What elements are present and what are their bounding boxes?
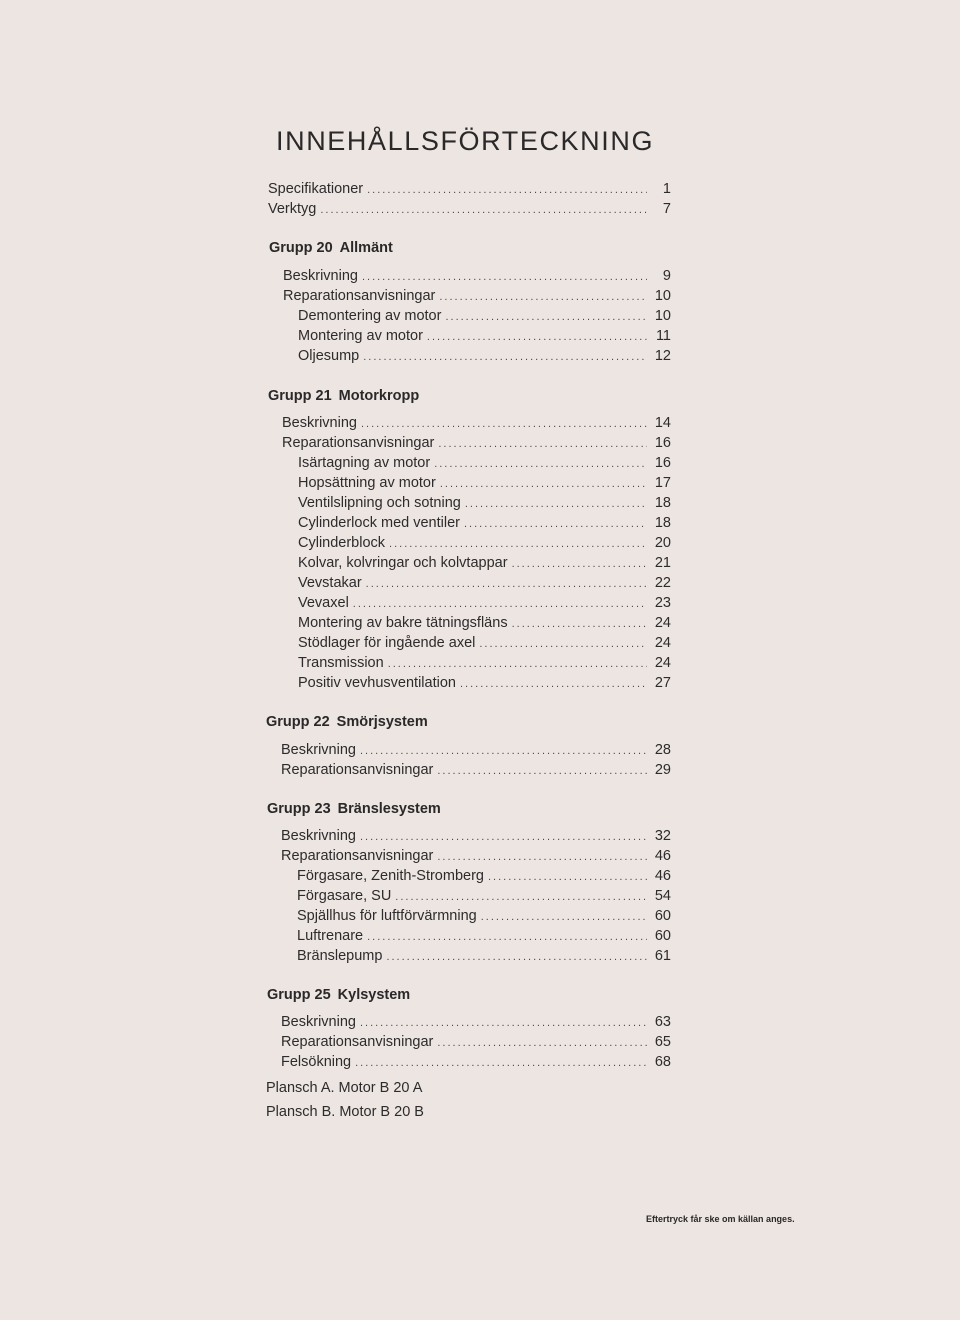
leader-dots bbox=[488, 867, 647, 887]
leader-dots bbox=[367, 180, 647, 200]
entry-page: 27 bbox=[654, 675, 671, 691]
entry-page: 61 bbox=[654, 948, 671, 964]
toc-entry bbox=[281, 846, 671, 866]
plate-entry-a: Plansch A. Motor B 20 A bbox=[266, 1080, 423, 1096]
toc-entry bbox=[298, 306, 671, 326]
entry-label: Reparationsanvisningar bbox=[281, 848, 434, 864]
entry-page: 23 bbox=[654, 595, 671, 611]
leader-dots bbox=[366, 574, 647, 594]
leader-dots bbox=[434, 454, 647, 474]
entry-label: Felsökning bbox=[281, 1054, 352, 1070]
leader-dots bbox=[355, 1053, 647, 1073]
leader-dots bbox=[361, 414, 647, 434]
group-name: Kylsystem bbox=[337, 987, 411, 1003]
entry-label: Cylinderlock med ventiler bbox=[298, 515, 460, 531]
toc-entry bbox=[298, 593, 671, 613]
leader-dots bbox=[460, 674, 647, 694]
entry-label: Hopsättning av motor bbox=[298, 475, 436, 491]
entry-page: 24 bbox=[654, 635, 671, 651]
entry-label: Vevaxel bbox=[298, 595, 349, 611]
entry-page: 21 bbox=[654, 555, 671, 571]
entry-page: 16 bbox=[654, 435, 671, 451]
toc-entry bbox=[281, 740, 671, 760]
toc-entry bbox=[281, 1012, 671, 1032]
toc-entry bbox=[298, 473, 671, 493]
leader-dots bbox=[464, 514, 647, 534]
toc-entry bbox=[298, 553, 671, 573]
entry-page: 9 bbox=[662, 268, 671, 284]
entry-page: 18 bbox=[654, 515, 671, 531]
group-name: Smörjsystem bbox=[336, 714, 428, 730]
toc-entry bbox=[281, 760, 671, 780]
entry-label: Bränslepump bbox=[297, 948, 383, 964]
entry-label: Luftrenare bbox=[297, 928, 364, 944]
toc-entry bbox=[283, 266, 671, 286]
group-number: Grupp 23 bbox=[267, 801, 331, 817]
entry-label: Beskrivning bbox=[281, 742, 356, 758]
group-heading-25 bbox=[267, 985, 410, 1005]
entry-label: Positiv vevhusventilation bbox=[298, 675, 456, 691]
group-name: Bränslesystem bbox=[337, 801, 441, 817]
toc-entry bbox=[298, 573, 671, 593]
leader-dots bbox=[445, 307, 647, 327]
group-heading-21 bbox=[268, 386, 419, 406]
toc-entry bbox=[297, 866, 671, 886]
toc-entry bbox=[281, 1032, 671, 1052]
entry-page: 11 bbox=[655, 328, 671, 344]
entry-page: 18 bbox=[654, 495, 671, 511]
group-number: Grupp 22 bbox=[266, 714, 330, 730]
entry-page: 46 bbox=[654, 848, 671, 864]
entry-page: 60 bbox=[654, 908, 671, 924]
toc-entry bbox=[298, 493, 671, 513]
leader-dots bbox=[481, 907, 647, 927]
entry-label: Förgasare, Zenith-Stromberg bbox=[297, 868, 484, 884]
group-heading-23 bbox=[267, 799, 441, 819]
leader-dots bbox=[437, 847, 647, 867]
toc-entry bbox=[298, 513, 671, 533]
entry-label: Spjällhus för luftförvärmning bbox=[297, 908, 477, 924]
group-number: Grupp 20 bbox=[269, 240, 333, 256]
group-heading-22 bbox=[266, 712, 428, 732]
leader-dots bbox=[439, 287, 647, 307]
entry-label: Montering av bakre tätningsfläns bbox=[298, 615, 508, 631]
group-name: Allmänt bbox=[339, 240, 393, 256]
toc-entry-verktyg bbox=[268, 199, 671, 219]
entry-page: 68 bbox=[654, 1054, 671, 1070]
plate-entry-b: Plansch B. Motor B 20 B bbox=[266, 1104, 424, 1120]
leader-dots bbox=[360, 827, 647, 847]
entry-label: Reparationsanvisningar bbox=[283, 288, 436, 304]
toc-entry bbox=[281, 1052, 671, 1072]
entry-page: 1 bbox=[662, 181, 671, 197]
toc-entry bbox=[297, 926, 671, 946]
entry-page: 24 bbox=[654, 655, 671, 671]
group-number: Grupp 25 bbox=[267, 987, 331, 1003]
entry-page: 29 bbox=[654, 762, 671, 778]
leader-dots bbox=[512, 614, 647, 634]
toc-entry bbox=[297, 886, 671, 906]
entry-label: Verktyg bbox=[268, 201, 317, 217]
reprint-footnote: Eftertryck får ske om källan anges. bbox=[646, 1214, 795, 1224]
group-name: Motorkropp bbox=[338, 388, 420, 404]
entry-label: Stödlager för ingående axel bbox=[298, 635, 476, 651]
toc-entry bbox=[298, 533, 671, 553]
entry-label: Kolvar, kolvringar och kolvtappar bbox=[298, 555, 508, 571]
entry-label: Beskrivning bbox=[281, 828, 356, 844]
entry-page: 7 bbox=[662, 201, 671, 217]
leader-dots bbox=[437, 1033, 647, 1053]
leader-dots bbox=[479, 634, 647, 654]
entry-label: Ventilslipning och sotning bbox=[298, 495, 461, 511]
toc-entry bbox=[298, 633, 671, 653]
group-number: Grupp 21 bbox=[268, 388, 332, 404]
entry-page: 63 bbox=[654, 1014, 671, 1030]
entry-page: 46 bbox=[654, 868, 671, 884]
entry-label: Beskrivning bbox=[281, 1014, 356, 1030]
entry-label: Montering av motor bbox=[298, 328, 423, 344]
entry-page: 12 bbox=[654, 348, 671, 364]
leader-dots bbox=[363, 347, 647, 367]
entry-page: 10 bbox=[654, 308, 671, 324]
leader-dots bbox=[353, 594, 647, 614]
toc-entry bbox=[282, 413, 671, 433]
leader-dots bbox=[440, 474, 647, 494]
entry-page: 24 bbox=[654, 615, 671, 631]
toc-entry bbox=[298, 326, 671, 346]
toc-entry bbox=[282, 433, 671, 453]
entry-page: 20 bbox=[654, 535, 671, 551]
entry-label: Reparationsanvisningar bbox=[282, 435, 435, 451]
entry-page: 14 bbox=[654, 415, 671, 431]
toc-entry bbox=[298, 613, 671, 633]
entry-page: 28 bbox=[654, 742, 671, 758]
entry-page: 16 bbox=[654, 455, 671, 471]
leader-dots bbox=[360, 1013, 647, 1033]
entry-label: Beskrivning bbox=[283, 268, 358, 284]
entry-page: 65 bbox=[654, 1034, 671, 1050]
toc-entry bbox=[298, 653, 671, 673]
leader-dots bbox=[465, 494, 647, 514]
leader-dots bbox=[512, 554, 647, 574]
leader-dots bbox=[427, 327, 647, 347]
group-heading-20 bbox=[269, 238, 393, 258]
page-title: INNEHÅLLSFÖRTECKNING bbox=[276, 126, 655, 156]
toc-entry bbox=[298, 453, 671, 473]
entry-page: 17 bbox=[654, 475, 671, 491]
toc-entry-specifikationer bbox=[268, 179, 671, 199]
entry-label: Reparationsanvisningar bbox=[281, 1034, 434, 1050]
leader-dots bbox=[360, 741, 647, 761]
leader-dots bbox=[389, 534, 647, 554]
leader-dots bbox=[437, 761, 647, 781]
leader-dots bbox=[388, 654, 647, 674]
leader-dots bbox=[395, 887, 647, 907]
leader-dots bbox=[438, 434, 647, 454]
leader-dots bbox=[367, 927, 647, 947]
entry-label: Isärtagning av motor bbox=[298, 455, 431, 471]
toc-entry bbox=[283, 286, 671, 306]
entry-label: Förgasare, SU bbox=[297, 888, 392, 904]
entry-label: Demontering av motor bbox=[298, 308, 442, 324]
toc-entry bbox=[297, 946, 671, 966]
entry-page: 10 bbox=[654, 288, 671, 304]
entry-label: Vevstakar bbox=[298, 575, 362, 591]
toc-entry bbox=[298, 346, 671, 366]
leader-dots bbox=[386, 947, 647, 967]
toc-entry bbox=[281, 826, 671, 846]
entry-page: 60 bbox=[654, 928, 671, 944]
leader-dots bbox=[362, 267, 647, 287]
leader-dots bbox=[320, 200, 647, 220]
entry-label: Reparationsanvisningar bbox=[281, 762, 434, 778]
toc-entry bbox=[298, 673, 671, 693]
entry-label: Beskrivning bbox=[282, 415, 357, 431]
entry-label: Specifikationer bbox=[268, 181, 364, 197]
entry-page: 22 bbox=[654, 575, 671, 591]
entry-page: 32 bbox=[654, 828, 671, 844]
entry-label: Oljesump bbox=[298, 348, 360, 364]
entry-label: Cylinderblock bbox=[298, 535, 386, 551]
entry-label: Transmission bbox=[298, 655, 384, 671]
entry-page: 54 bbox=[654, 888, 671, 904]
toc-entry bbox=[297, 906, 671, 926]
